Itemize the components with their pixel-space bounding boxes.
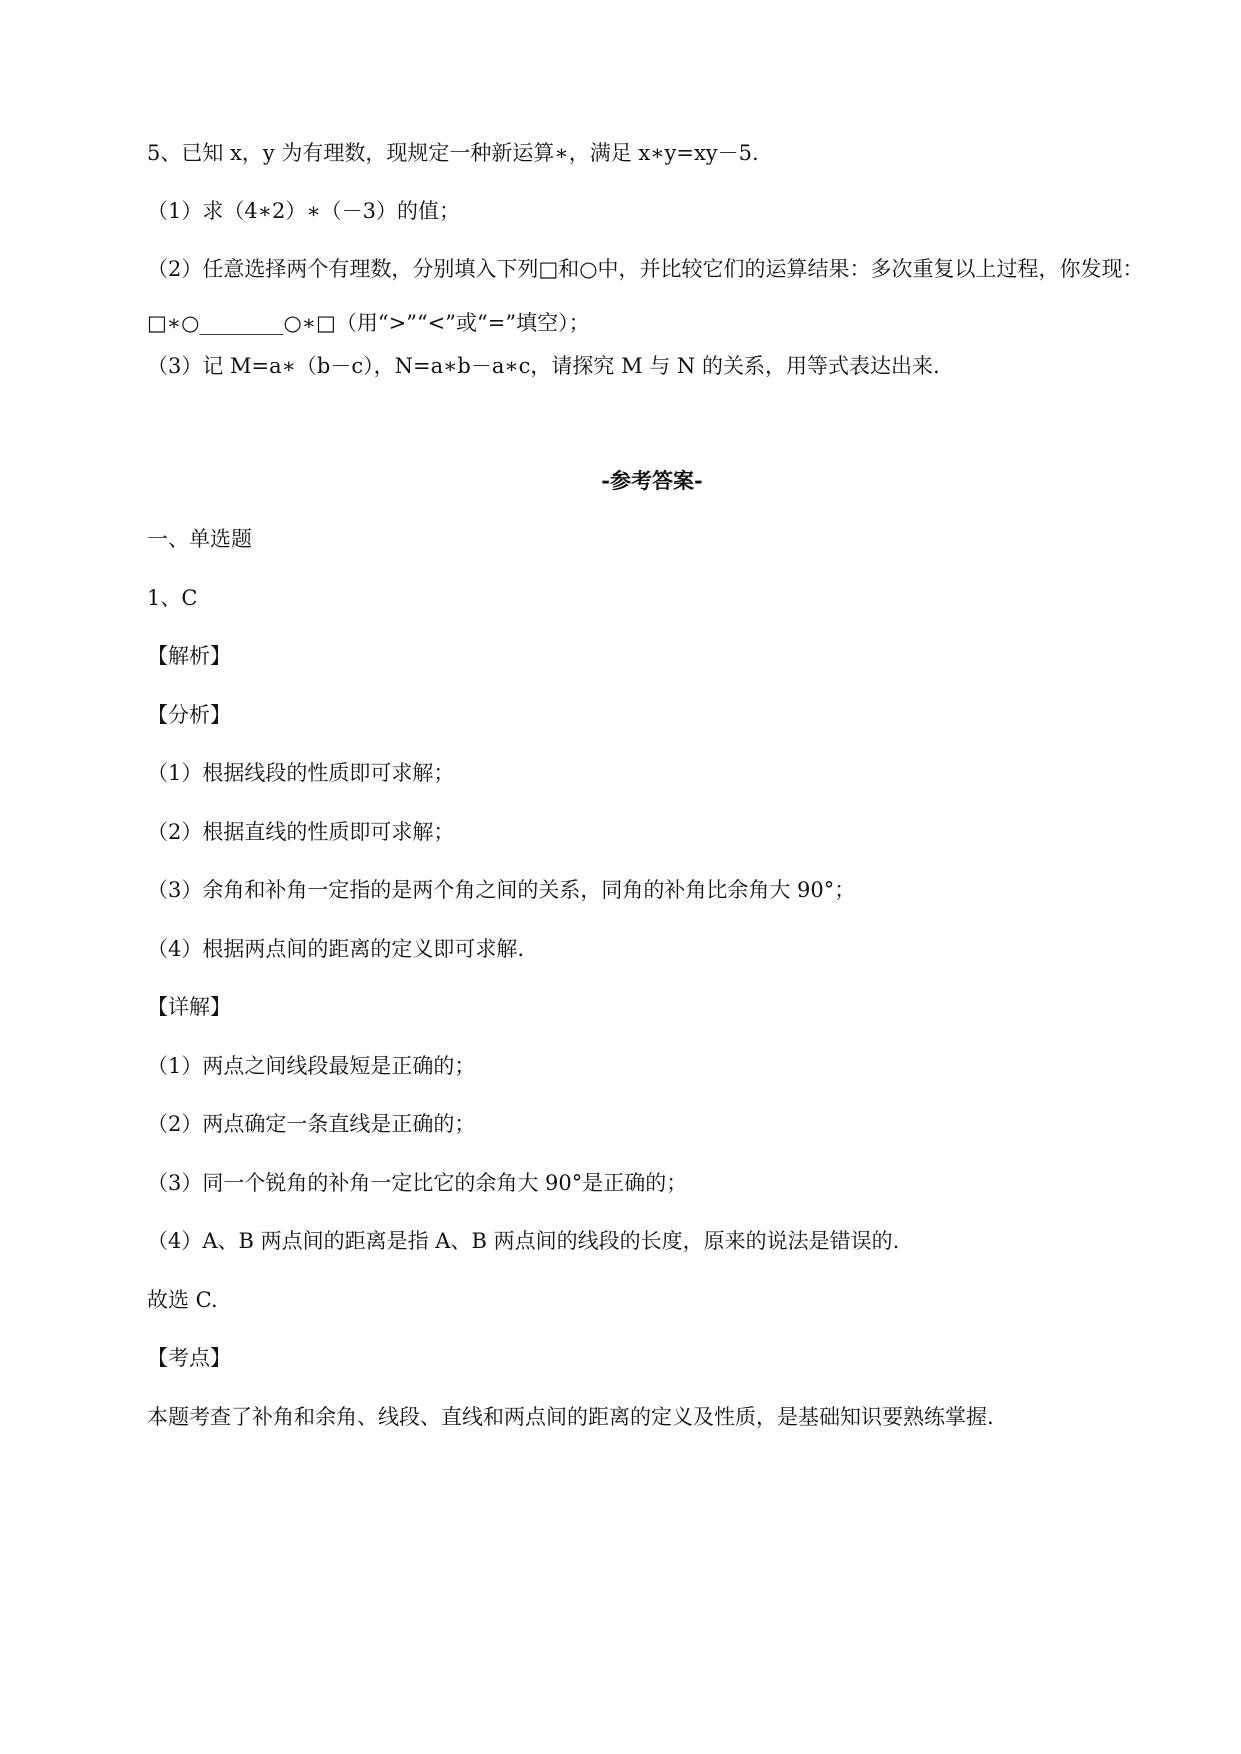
section-heading: 一、单选题 <box>147 527 252 551</box>
xiangjie-line-2: （2）两点确定一条直线是正确的； <box>147 1112 476 1136</box>
question-5-part-3: （3）记 M=a∗（b－c），N=a∗b－a∗c，请探究 M 与 N 的关系，用等式表达出来. <box>147 354 940 378</box>
answer-item-1: 1、C <box>147 586 198 610</box>
analysis-heading: 【解析】 <box>147 644 231 668</box>
fenxi-line-2: （2）根据直线的性质即可求解； <box>147 820 455 844</box>
document-page <box>147 0 1157 1754</box>
fenxi-line-3: （3）余角和补角一定指的是两个角之间的关系，同角的补角比余角大 90°； <box>147 878 856 902</box>
xiangjie-line-4: （4）A、B 两点间的距离是指 A、B 两点间的线段的长度，原来的说法是错误的. <box>147 1229 900 1253</box>
fenxi-line-1: （1）根据线段的性质即可求解； <box>147 761 455 785</box>
fenxi-heading: 【分析】 <box>147 703 231 727</box>
xiangjie-line-1: （1）两点之间线段最短是正确的； <box>147 1054 476 1078</box>
question-5-part-1: （1）求（4∗2）∗（－3）的值； <box>147 199 460 223</box>
xiangjie-line-3: （3）同一个锐角的补角一定比它的余角大 90°是正确的； <box>147 1171 688 1195</box>
xiangjie-heading: 【详解】 <box>147 995 231 1019</box>
conclusion: 故选 C. <box>147 1288 218 1312</box>
question-5-stem: 5、已知 x，y 为有理数，现规定一种新运算∗，满足 x∗y=xy－5. <box>147 141 759 165</box>
fenxi-line-4: （4）根据两点间的距离的定义即可求解. <box>147 937 525 961</box>
answers-title: -参考答案- <box>601 468 703 493</box>
question-5-part-2: （2）任意选择两个有理数，分别填入下列□和○中，并比较它们的运算结果：多次重复以上过程，你发现：□∗○________○∗□（用“>”“<”或“=”填空）； <box>147 257 1144 335</box>
kaodian-heading: 【考点】 <box>147 1346 231 1370</box>
kaodian-text: 本题考查了补角和余角、线段、直线和两点间的距离的定义及性质，是基础知识要熟练掌握. <box>147 1405 994 1429</box>
